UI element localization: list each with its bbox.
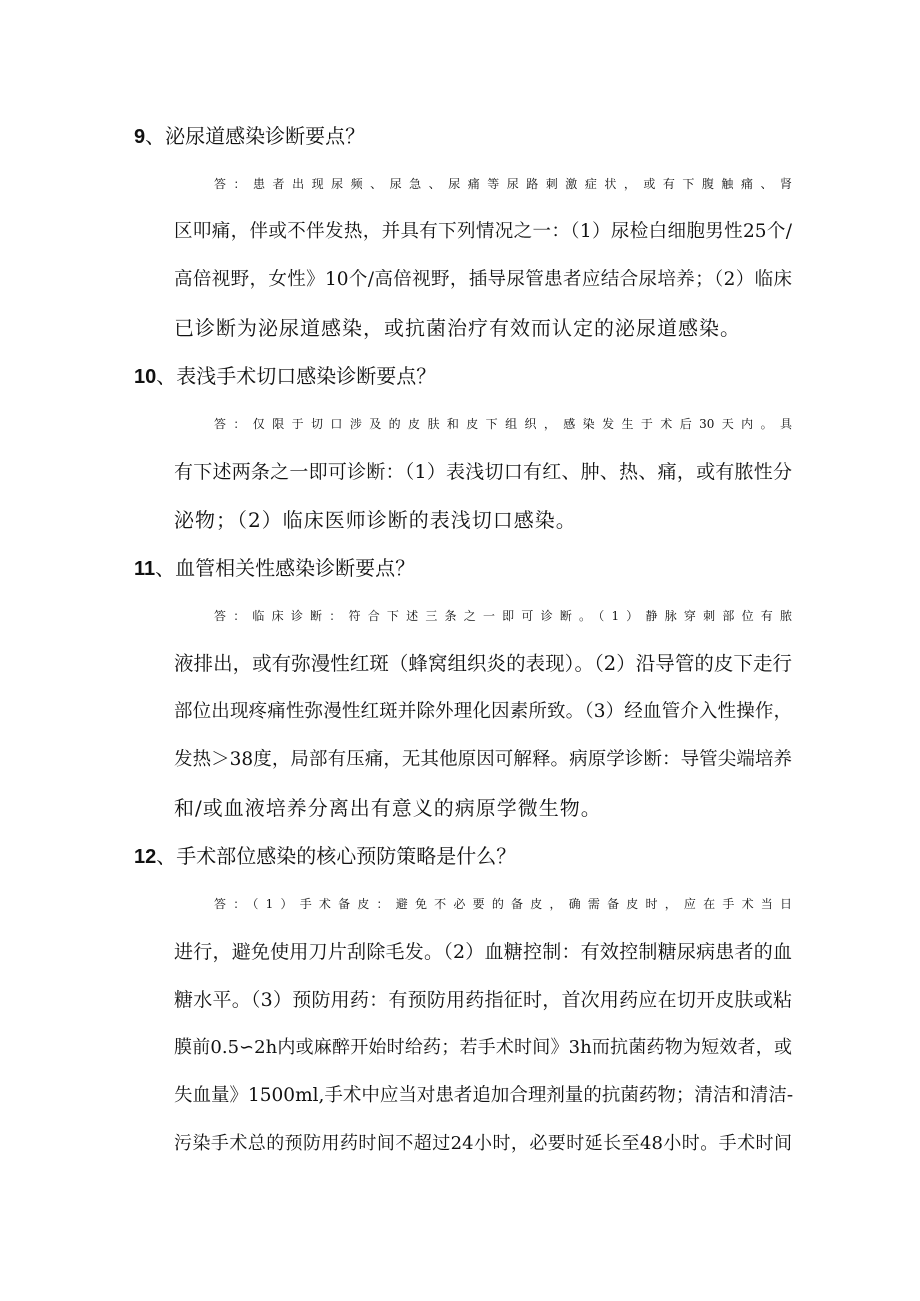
answer-line: 已诊断为泌尿道感染，或抗菌治疗有效而认定的泌尿道感染。 bbox=[174, 316, 741, 340]
answer-line: 糖水平。（3）预防用药：有预防用药指征时，首次用药应在切开皮肤或粘 bbox=[174, 989, 792, 1011]
answer-line: 污染手术总的预防用药时间不超过24小时，必要时延长至48小时。手术时间 bbox=[174, 1133, 792, 1154]
question-heading bbox=[134, 832, 792, 880]
answer-line: 答：临床诊断：符合下述三条之一即可诊断。（1）静脉穿刺部位有脓 bbox=[214, 609, 792, 623]
answer-line: 区叩痛，伴或不伴发热，并具有下列情况之一：（1）尿检白细胞男性25个/ bbox=[174, 221, 792, 242]
answer-paragraph bbox=[134, 592, 792, 832]
question-heading bbox=[134, 112, 792, 160]
question-number: 12 bbox=[134, 846, 157, 868]
answer-line: 部位出现疼痛性弥漫性红斑并除外理化因素所致。（3）经血管介入性操作， bbox=[174, 701, 792, 722]
question-text: 、手术部位感染的核心预防策略是什么？ bbox=[156, 844, 517, 868]
question-text: 、泌尿道感染诊断要点？ bbox=[145, 124, 366, 148]
answer-line: 泌物；（2）临床医师诊断的表浅切口感染。 bbox=[174, 508, 577, 532]
answer-line: 失血量》1500ml,手术中应当对患者追加合理剂量的抗菌药物；清洁和清洁- bbox=[174, 1085, 794, 1106]
question-heading bbox=[134, 544, 792, 592]
question-text: 、血管相关性感染诊断要点？ bbox=[155, 556, 416, 580]
question-number: 11 bbox=[134, 558, 156, 580]
question-heading bbox=[134, 352, 792, 400]
question-number: 10 bbox=[134, 366, 157, 388]
question-text: 、表浅手术切口感染诊断要点？ bbox=[156, 364, 437, 388]
document-body bbox=[134, 112, 792, 1168]
answer-line: 进行，避免使用刀片刮除毛发。（2）血糖控制：有效控制糖尿病患者的血 bbox=[174, 941, 792, 963]
answer-line: 液排出，或有弥漫性红斑（蜂窝组织炎的表现）。（2）沿导管的皮下走行 bbox=[174, 652, 792, 675]
answer-line: 有下述两条之一即可诊断：（1）表浅切口有红、肿、热、痛，或有脓性分 bbox=[174, 461, 792, 483]
question-number: 9 bbox=[134, 126, 146, 148]
answer-line: 和/或血液培养分离出有意义的病原学微生物。 bbox=[174, 796, 602, 820]
answer-line: 答：仅限于切口涉及的皮肤和皮下组织，感染发生于术后30天内。具 bbox=[214, 417, 792, 431]
answer-line: 发热＞38度，局部有压痛，无其他原因可解释。病原学诊断：导管尖端培养 bbox=[174, 749, 792, 770]
answer-line: 高倍视野，女性》10个/高倍视野，插导尿管患者应结合尿培养；（2）临床 bbox=[174, 269, 792, 290]
answer-line: 答：（1）手术备皮：避免不必要的备皮，确需备皮时，应在手术当日 bbox=[214, 897, 792, 911]
answer-line: 膜前0.5∽2h内或麻醉开始时给药；若手术时间》3h而抗菌药物为短效者，或 bbox=[174, 1037, 792, 1058]
answer-paragraph bbox=[134, 400, 792, 544]
answer-paragraph bbox=[134, 880, 792, 1168]
answer-line: 答：患者出现尿频、尿急、尿痛等尿路刺激症状，或有下腹触痛、肾 bbox=[214, 177, 792, 191]
answer-paragraph bbox=[134, 160, 792, 352]
